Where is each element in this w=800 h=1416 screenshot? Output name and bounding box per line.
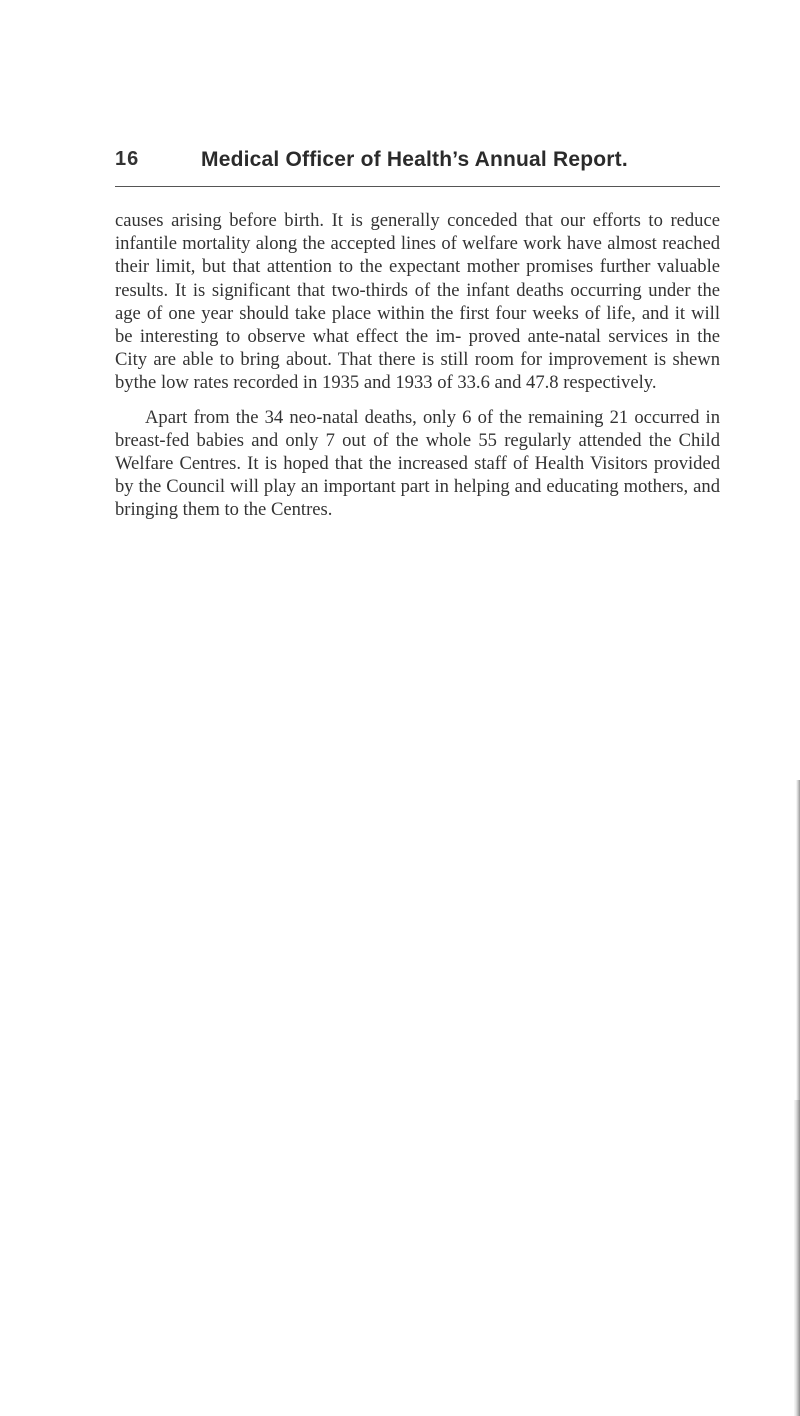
paragraph-2: Apart from the 34 neo-natal deaths, only 6 of the remaining 21 occurred in breast-fed babies and only 7 out of the whole 55 regularly attended the Child Welfare Centres. It is hoped that the increased staff of Health Visitors provided by the Council will play an important part in helping and educating mothers, and bringing them to the Centres. [115,406,720,521]
body-text [115,209,720,522]
paragraph-1: causes arising before birth. It is generally conceded that our efforts to reduce infantile mortality along the accepted lines of welfare work have almost reached their limit, but that attention to the expectant mother promises further valuable results. It is significant that two-thirds of the infant deaths occurring under the age of one year should take place within the first four weeks of life, and it will be interesting to observe what effect the im- proved ante-natal services in the City are able to bring about. That there is still room for improvement is shewn bythe low rates recorded in 1935 and 1933 of 33.6 and 47.8 respectively. [115,210,720,394]
running-title: Medical Officer of Health’s Annual Report. [201,148,628,171]
page-edge-mark [794,1100,800,1416]
header-rule [115,186,720,187]
page-header [115,148,720,188]
page-number: 16 [115,148,140,170]
